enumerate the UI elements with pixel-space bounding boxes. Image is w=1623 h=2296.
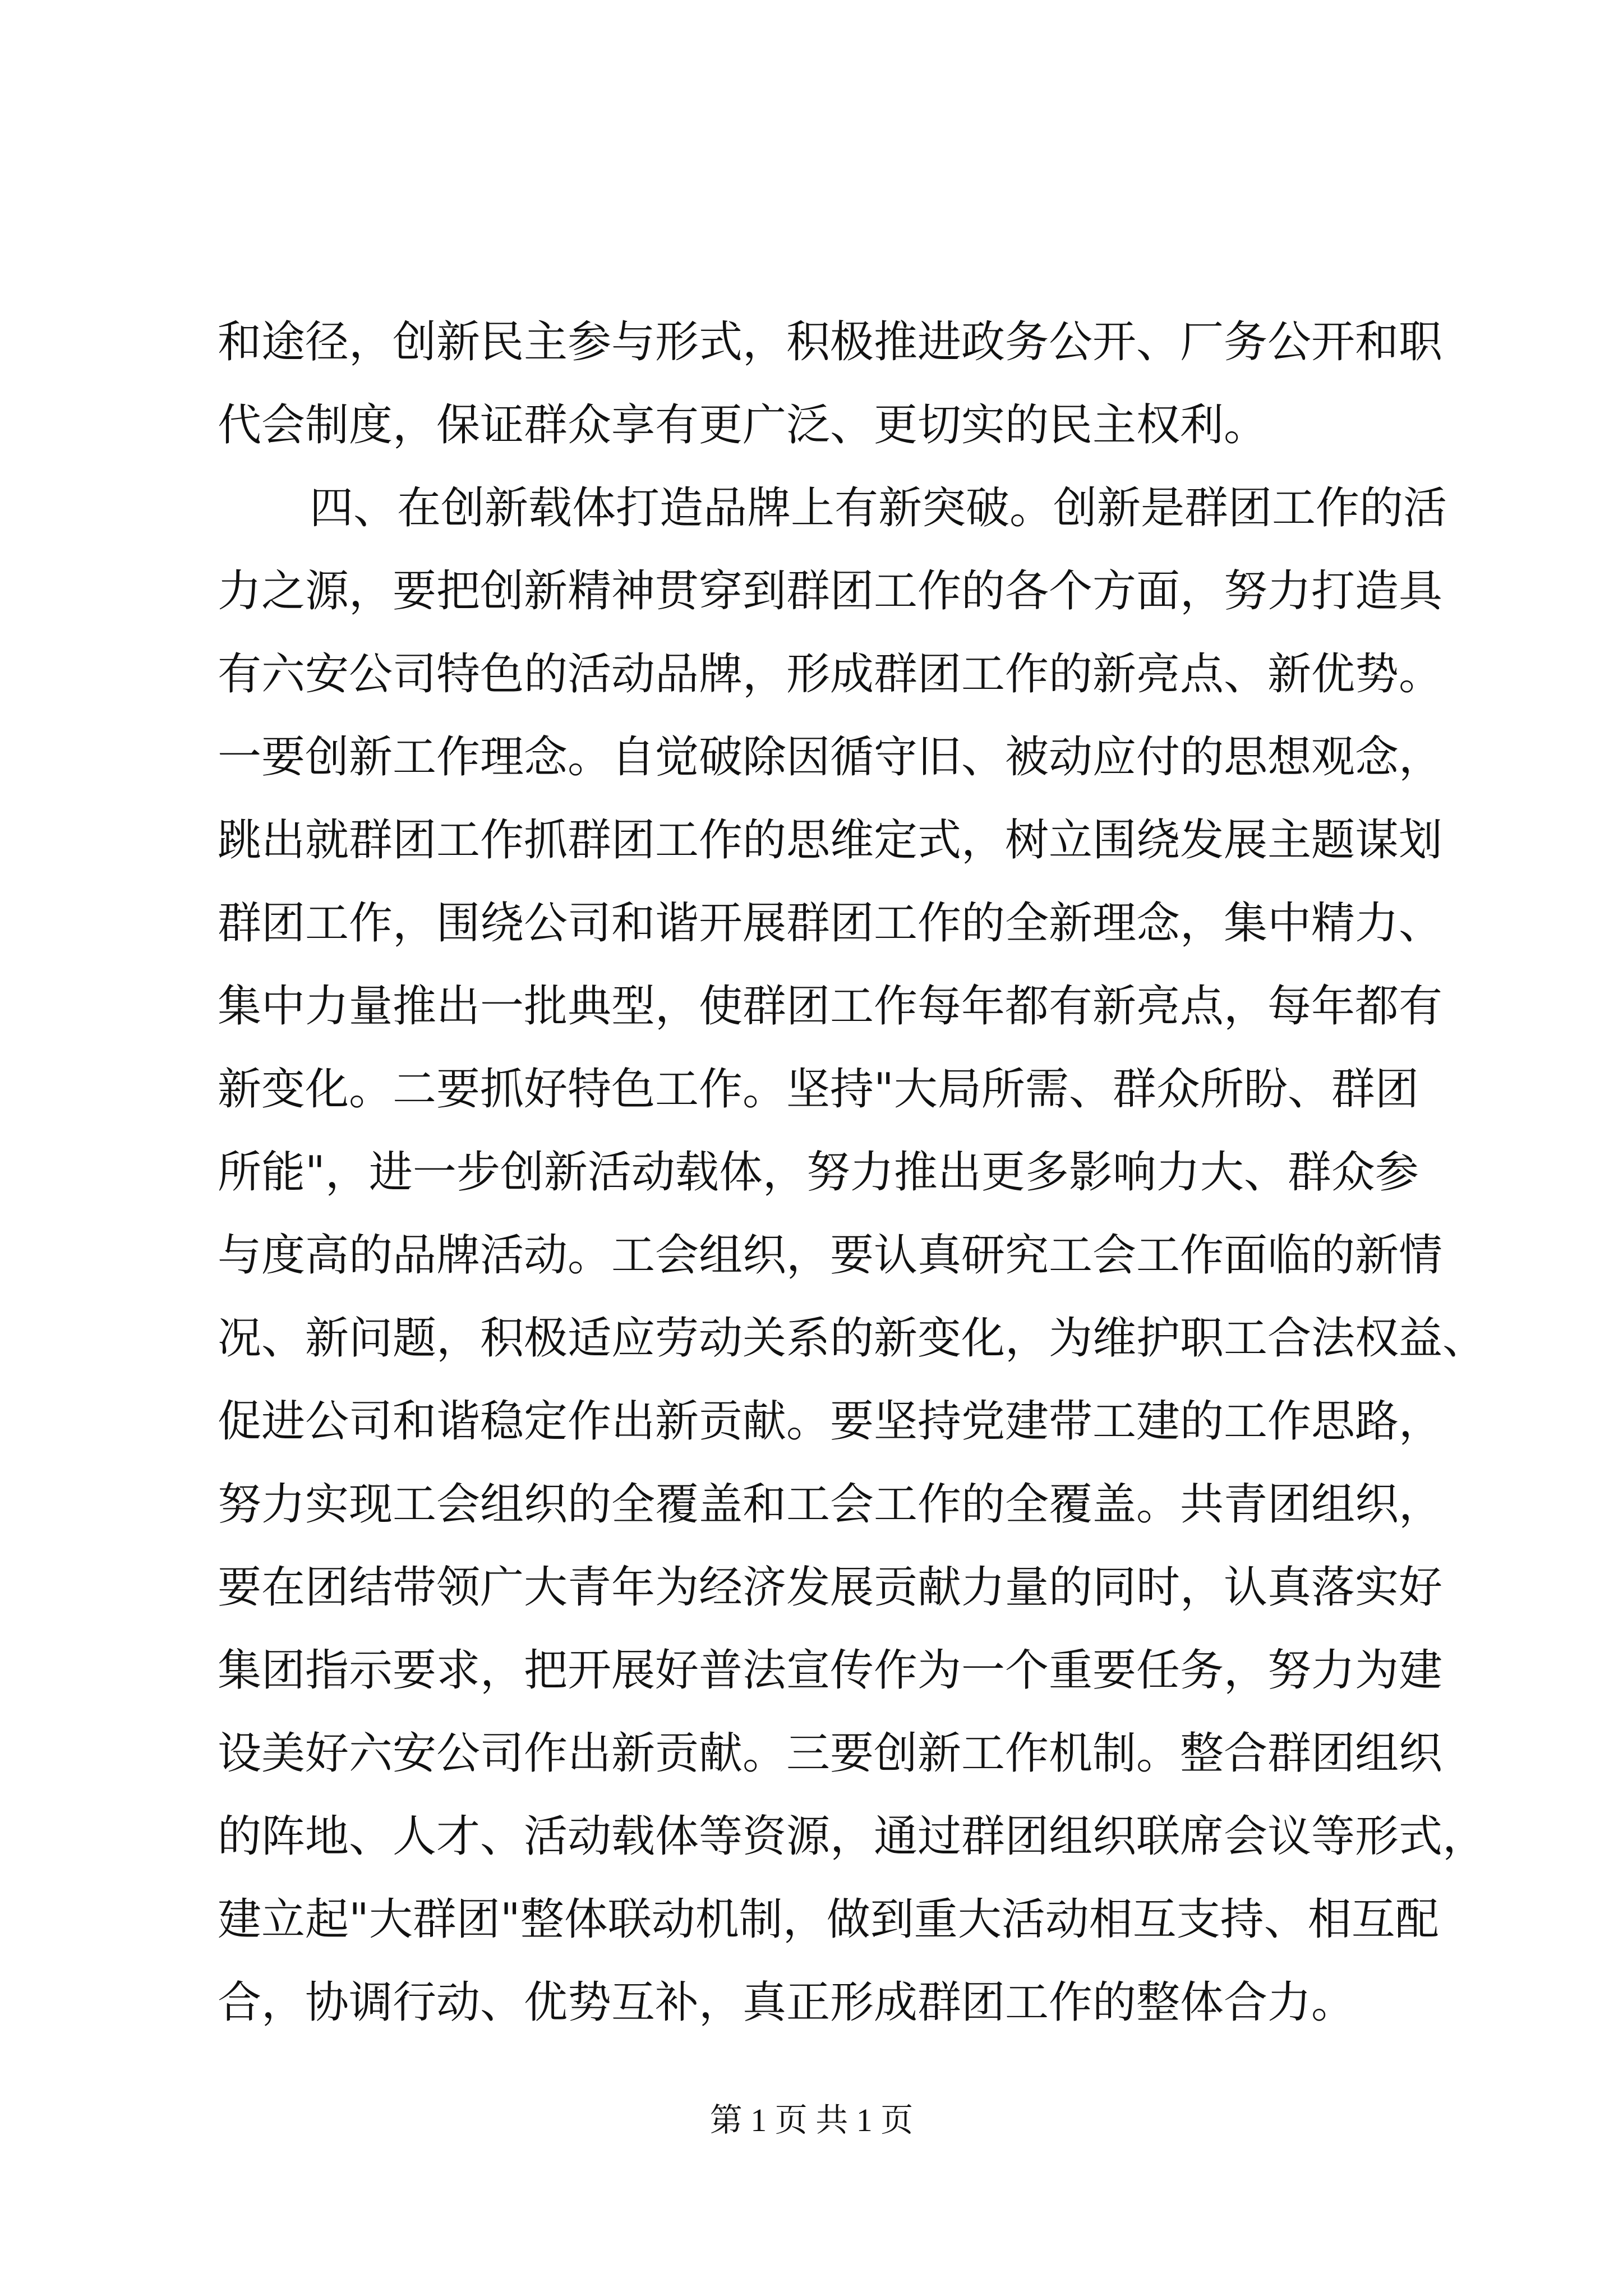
text-line: 跳出就群团工作抓群团工作的思维定式，树立围绕发展主题谋划 (218, 815, 1443, 866)
text-line: 有六安公司特色的活动品牌，形成群团工作的新亮点、新优势。 (218, 649, 1443, 700)
text-line: 群团工作，围绕公司和谐开展群团工作的全新理念，集中精力、 (218, 898, 1443, 949)
text-line: 所能"，进一步创新活动载体，努力推出更多影响力大、群众参 (218, 1147, 1419, 1198)
text-line: 集中力量推出一批典型，使群团工作每年都有新亮点，每年都有 (218, 981, 1443, 1032)
paragraph-start-line: 四、在创新载体打造品牌上有新突破。创新是群团工作的活 (310, 483, 1447, 533)
text-line: 新变化。二要抓好特色工作。坚持"大局所需、群众所盼、群团 (218, 1064, 1419, 1115)
text-line: 合，协调行动、优势互补，真正形成群团工作的整体合力。 (218, 1977, 1355, 2028)
body-text (218, 301, 1487, 2044)
text-line: 和途径，创新民主参与形式，积极推进政务公开、厂务公开和职 (218, 317, 1443, 367)
text-line: 设美好六安公司作出新贡献。三要创新工作机制。整合群团组织 (218, 1728, 1443, 1779)
text-line: 集团指示要求，把开展好普法宣传作为一个重要任务，努力为建 (218, 1645, 1443, 1696)
text-line: 一要创新工作理念。自觉破除因循守旧、被动应付的思想观念， (218, 732, 1443, 783)
text-line: 建立起"大群团"整体联动机制，做到重大活动相互支持、相互配 (218, 1894, 1439, 1945)
page-footer (0, 2101, 1623, 2140)
text-line: 况、新问题，积极适应劳动关系的新变化，为维护职工合法权益、 (218, 1313, 1487, 1364)
text-line: 的阵地、人才、活动载体等资源，通过群团组织联席会议等形式， (218, 1811, 1487, 1862)
page-number-label: 第 1 页 共 1 页 (709, 2102, 914, 2138)
text-line: 力之源，要把创新精神贯穿到群团工作的各个方面，努力打造具 (218, 566, 1443, 616)
text-line: 代会制度，保证群众享有更广泛、更切实的民主权利。 (218, 400, 1268, 450)
text-line: 促进公司和谐稳定作出新贡献。要坚持党建带工建的工作思路， (218, 1396, 1443, 1447)
text-line: 与度高的品牌活动。工会组织，要认真研究工会工作面临的新情 (218, 1230, 1443, 1281)
text-line: 要在团结带领广大青年为经济发展贡献力量的同时，认真落实好 (218, 1562, 1443, 1613)
text-line: 努力实现工会组织的全覆盖和工会工作的全覆盖。共青团组织， (218, 1479, 1443, 1530)
